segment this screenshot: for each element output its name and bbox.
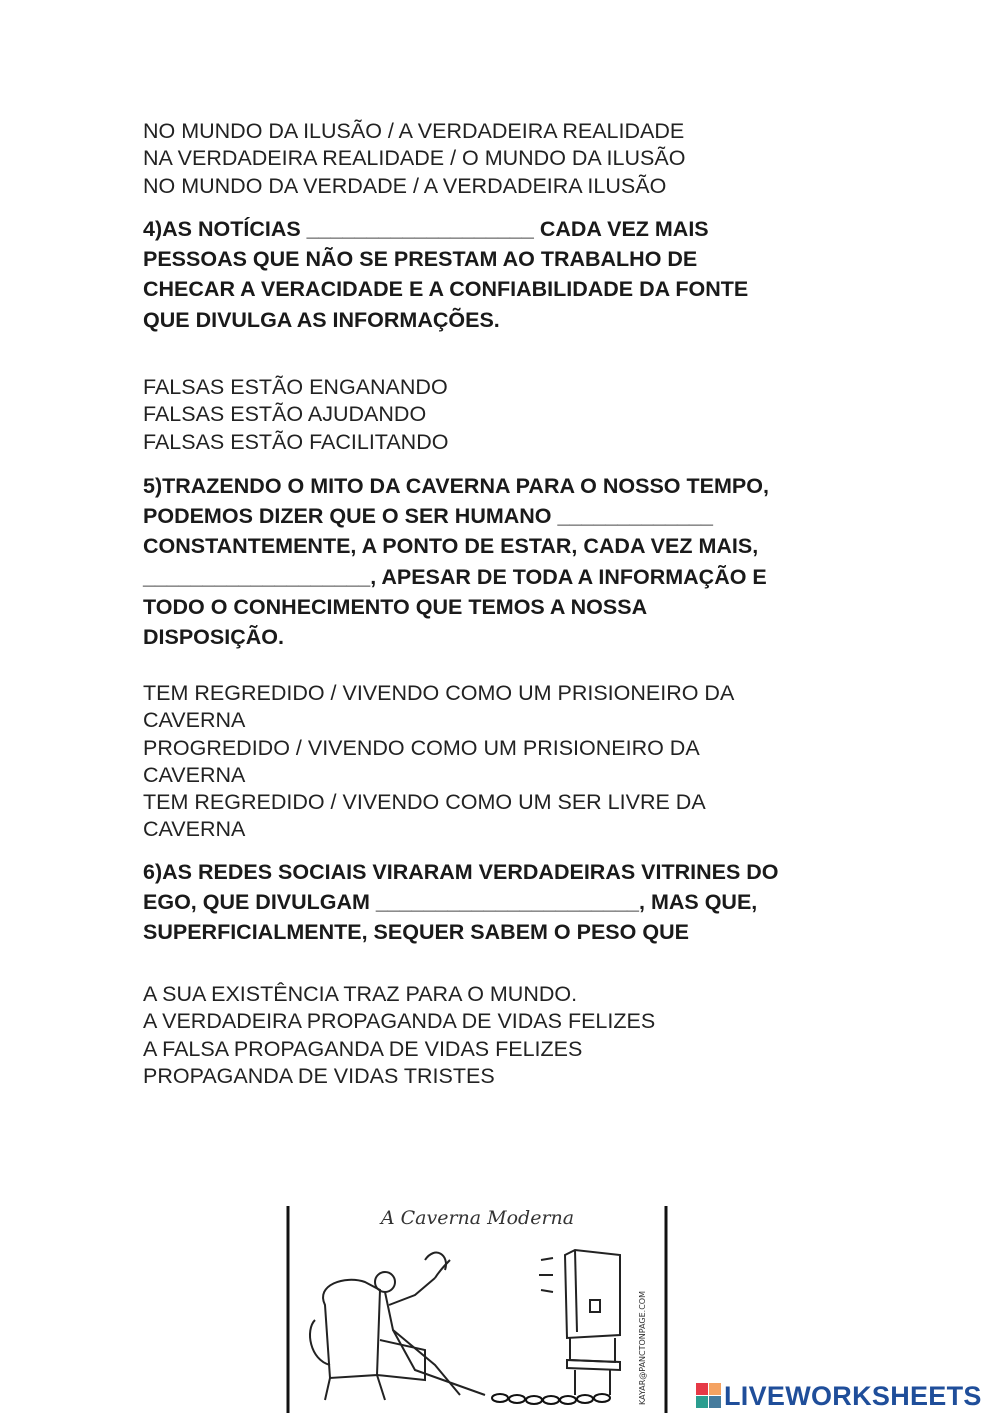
q4-line: PESSOAS QUE NÃO SE PRESTAM AO TRABALHO DE [143, 247, 698, 272]
q6-option-2[interactable]: A VERDADEIRA PROPAGANDA DE VIDAS FELIZES [143, 1009, 656, 1034]
cartoon-caption: A Caverna Moderna [380, 1207, 575, 1229]
q5-option-1-cont[interactable]: CAVERNA [143, 708, 246, 733]
q5-option-1[interactable]: TEM REGREDIDO / VIVENDO COMO UM PRISIONEIRO DA [143, 681, 735, 705]
q4-line: CHECAR A VERACIDADE E A CONFIABILIDADE DA FONTE [143, 277, 749, 302]
liveworksheets-icon [696, 1383, 722, 1409]
question-6 [143, 857, 779, 948]
q5-line: 5)TRAZENDO O MITO DA CAVERNA PARA O NOSSO TEMPO, [143, 474, 769, 498]
q5-line: DISPOSIÇÃO. [143, 625, 284, 650]
cartoon-illustration [285, 1200, 670, 1413]
q4-line: 4)AS NOTÍCIAS ___________________ CADA VEZ MAIS [143, 217, 709, 241]
cartoon-signature: KAYAR@PANCTONPAGE.COM [638, 1290, 647, 1405]
q5-line: ___________________, APESAR DE TODA A INFORMAÇÃO E [143, 564, 767, 589]
person-drawing [375, 1253, 485, 1395]
q5-line: CONSTANTEMENTE, A PONTO DE ESTAR, CADA VEZ MAIS, [143, 534, 759, 559]
tv-drawing [539, 1250, 620, 1395]
q5-line: PODEMOS DIZER QUE O SER HUMANO _____________ [143, 504, 713, 529]
q6-options [143, 981, 655, 1090]
q6-option-3[interactable]: A FALSA PROPAGANDA DE VIDAS FELIZES [143, 1036, 583, 1061]
q6-line: 6)AS REDES SOCIAIS VIRARAM VERDADEIRAS VITRINES DO [143, 860, 779, 884]
q6-option-4[interactable]: PROPAGANDA DE VIDAS TRISTES [143, 1063, 495, 1088]
q5-option-3[interactable]: TEM REGREDIDO / VIVENDO COMO UM SER LIVRE DA [143, 790, 706, 815]
q5-line: TODO O CONHECIMENTO QUE TEMOS A NOSSA [143, 594, 648, 619]
q3-option-2[interactable]: NA VERDADEIRA REALIDADE / O MUNDO DA ILUSÃO [143, 146, 686, 171]
liveworksheets-wordmark: LIVEWORKSHEETS [724, 1380, 982, 1411]
liveworksheets-logo[interactable] [696, 1380, 982, 1412]
chain-drawing [492, 1394, 610, 1404]
q4-options [143, 374, 448, 456]
q4-option-2[interactable]: FALSAS ESTÃO AJUDANDO [143, 402, 427, 427]
question-4 [143, 214, 748, 335]
q5-option-3-cont[interactable]: CAVERNA [143, 817, 246, 842]
q4-option-3[interactable]: FALSAS ESTÃO FACILITANDO [143, 429, 449, 454]
q3-options [143, 118, 685, 200]
q4-line: QUE DIVULGA AS INFORMAÇÕES. [143, 307, 500, 332]
q3-option-1[interactable]: NO MUNDO DA ILUSÃO / A VERDADEIRA REALIDADE [143, 119, 685, 143]
q5-option-2-cont[interactable]: CAVERNA [143, 762, 246, 787]
question-5 [143, 471, 769, 652]
q4-option-1[interactable]: FALSAS ESTÃO ENGANANDO [143, 375, 448, 399]
q5-option-2[interactable]: PROGREDIDO / VIVENDO COMO UM PRISIONEIRO DA [143, 735, 700, 760]
q6-option-1[interactable]: A SUA EXISTÊNCIA TRAZ PARA O MUNDO. [143, 982, 578, 1006]
q6-line: EGO, QUE DIVULGAM ______________________, MAS QUE, [143, 890, 758, 915]
q5-options [143, 680, 734, 844]
q3-option-3[interactable]: NO MUNDO DA VERDADE / A VERDADEIRA ILUSÃO [143, 173, 667, 198]
q6-line: SUPERFICIALMENTE, SEQUER SABEM O PESO QUE [143, 920, 689, 945]
